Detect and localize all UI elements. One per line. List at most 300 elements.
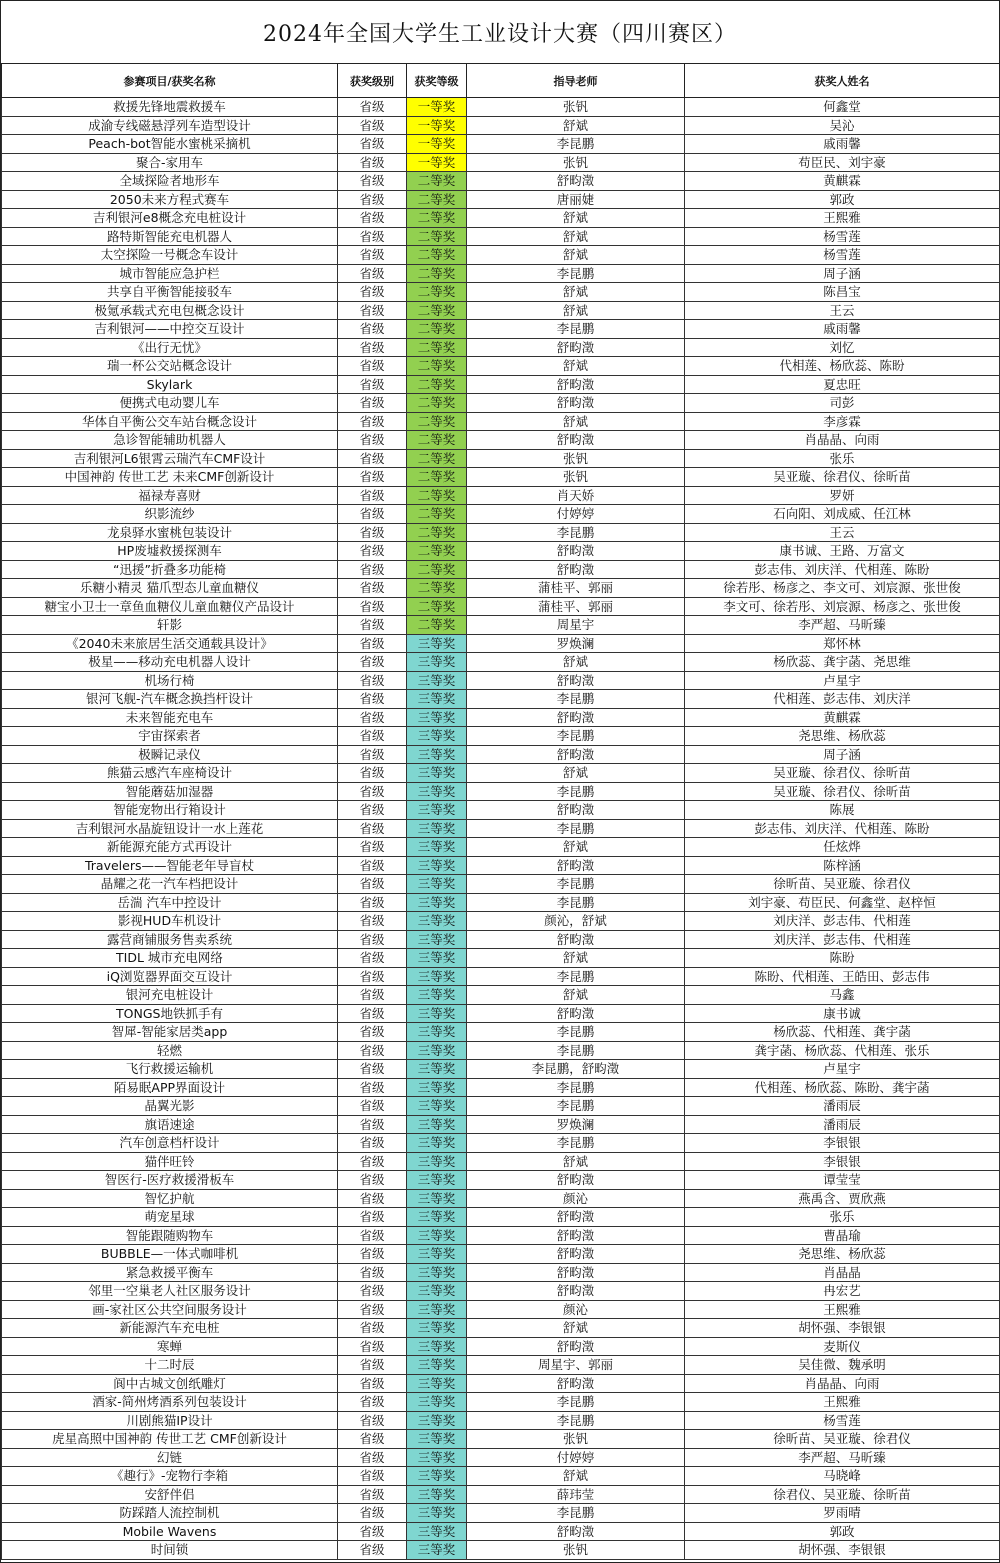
- cell-project: 智能蘑菇加湿器: [2, 782, 338, 801]
- cell-winners: 刘宇豪、苟臣民、何鑫堂、赵梓恒: [685, 893, 1000, 912]
- cell-award-grade: 三等奖: [407, 1337, 467, 1356]
- cell-advisor: 李昆鹏: [467, 1504, 685, 1523]
- cell-winners: 周子涵: [685, 745, 1000, 764]
- cell-advisor: 李昆鹏: [467, 875, 685, 894]
- cell-project: 智能跟随购物车: [2, 1226, 338, 1245]
- cell-project: 寒蝉: [2, 1337, 338, 1356]
- cell-award-grade: 三等奖: [407, 801, 467, 820]
- cell-winners: 尧思维、杨欣蕊: [685, 1245, 1000, 1264]
- cell-winners: 麦斯仪: [685, 1337, 1000, 1356]
- cell-project: 轻燃: [2, 1041, 338, 1060]
- cell-award-grade: 三等奖: [407, 819, 467, 838]
- cell-winners: 肖晶晶: [685, 1263, 1000, 1282]
- cell-award-level: 省级: [338, 1467, 407, 1486]
- table-row: [2, 819, 1000, 838]
- cell-award-grade: 三等奖: [407, 1208, 467, 1227]
- cell-project: Mobile Wavens: [2, 1522, 338, 1541]
- cell-advisor: 李昆鹏: [467, 819, 685, 838]
- cell-advisor: 李昆鹏: [467, 893, 685, 912]
- cell-advisor: 舒斌: [467, 412, 685, 431]
- cell-advisor: 李昆鹏: [467, 1411, 685, 1430]
- cell-project: 吉利银河L6银霄云瑞汽车CMF设计: [2, 449, 338, 468]
- cell-winners: 石向阳、刘成威、任江林: [685, 505, 1000, 524]
- cell-winners: 戚雨馨: [685, 135, 1000, 154]
- cell-advisor: 舒畇澂: [467, 338, 685, 357]
- cell-winners: 夏忠旺: [685, 375, 1000, 394]
- cell-award-grade: 三等奖: [407, 1152, 467, 1171]
- cell-winners: 胡怀强、李银银: [685, 1319, 1000, 1338]
- cell-project: 猫伴旺铃: [2, 1152, 338, 1171]
- cell-project: HP废墟救援探测车: [2, 542, 338, 561]
- cell-project: 晶耀之花一汽车档把设计: [2, 875, 338, 894]
- table-row: [2, 727, 1000, 746]
- cell-award-level: 省级: [338, 949, 407, 968]
- table-row: [2, 1152, 1000, 1171]
- cell-advisor: 舒斌: [467, 227, 685, 246]
- cell-award-level: 省级: [338, 1060, 407, 1079]
- table-row: [2, 227, 1000, 246]
- cell-advisor: 李昆鹏: [467, 967, 685, 986]
- cell-project: 岳湍 汽车中控设计: [2, 893, 338, 912]
- table-row: [2, 283, 1000, 302]
- cell-winners: 肖晶晶、向雨: [685, 431, 1000, 450]
- cell-award-grade: 三等奖: [407, 838, 467, 857]
- table-row: [2, 1319, 1000, 1338]
- cell-winners: 康书诚: [685, 1004, 1000, 1023]
- table-row: [2, 930, 1000, 949]
- cell-advisor: 付婷婷: [467, 505, 685, 524]
- table-row: [2, 338, 1000, 357]
- cell-award-grade: 三等奖: [407, 708, 467, 727]
- table-row: [2, 1060, 1000, 1079]
- cell-project: 未来智能充电车: [2, 708, 338, 727]
- cell-award-grade: 二等奖: [407, 579, 467, 598]
- table-row: [2, 523, 1000, 542]
- cell-project: 智医行-医疗救援滑板车: [2, 1171, 338, 1190]
- cell-project: 《趣行》-宠物行李箱: [2, 1467, 338, 1486]
- cell-project: 影视HUD车机设计: [2, 912, 338, 931]
- cell-award-grade: 三等奖: [407, 1485, 467, 1504]
- cell-award-grade: 三等奖: [407, 653, 467, 672]
- cell-award-level: 省级: [338, 116, 407, 135]
- cell-winners: 苟臣民、刘宇豪: [685, 153, 1000, 172]
- cell-advisor: 罗焕澜: [467, 634, 685, 653]
- cell-award-grade: 三等奖: [407, 875, 467, 894]
- table-row: [2, 1430, 1000, 1449]
- cell-advisor: 舒畇澂: [467, 1208, 685, 1227]
- cell-award-level: 省级: [338, 653, 407, 672]
- cell-award-level: 省级: [338, 1171, 407, 1190]
- header-winners: 获奖人姓名: [685, 64, 1000, 98]
- cell-award-level: 省级: [338, 1208, 407, 1227]
- cell-winners: 黄麒霖: [685, 708, 1000, 727]
- cell-award-grade: 二等奖: [407, 264, 467, 283]
- cell-award-level: 省级: [338, 227, 407, 246]
- cell-project: 《出行无忧》: [2, 338, 338, 357]
- cell-winners: 李严超、马昕臻: [685, 616, 1000, 635]
- cell-award-level: 省级: [338, 338, 407, 357]
- cell-advisor: 舒畇澂: [467, 1522, 685, 1541]
- table-row: [2, 1171, 1000, 1190]
- cell-advisor: 张钒: [467, 1430, 685, 1449]
- cell-award-level: 省级: [338, 1226, 407, 1245]
- cell-winners: 郑怀林: [685, 634, 1000, 653]
- cell-winners: 陈盼、代相莲、王皓田、彭志伟: [685, 967, 1000, 986]
- cell-award-level: 省级: [338, 449, 407, 468]
- cell-winners: 吴亚璇、徐君仪、徐昕苗: [685, 782, 1000, 801]
- cell-project: 机场行椅: [2, 671, 338, 690]
- cell-award-grade: 二等奖: [407, 283, 467, 302]
- cell-award-grade: 二等奖: [407, 412, 467, 431]
- cell-winners: 潘雨辰: [685, 1115, 1000, 1134]
- table-row: [2, 1115, 1000, 1134]
- cell-project: 龙泉驿水蜜桃包装设计: [2, 523, 338, 542]
- table-row: [2, 486, 1000, 505]
- cell-advisor: 舒畇澂: [467, 1282, 685, 1301]
- cell-award-grade: 三等奖: [407, 745, 467, 764]
- table-row: [2, 116, 1000, 135]
- cell-award-level: 省级: [338, 523, 407, 542]
- cell-project: 便携式电动婴儿车: [2, 394, 338, 413]
- table-row: [2, 634, 1000, 653]
- cell-advisor: 张钒: [467, 468, 685, 487]
- cell-winners: 李银银: [685, 1152, 1000, 1171]
- cell-award-grade: 二等奖: [407, 505, 467, 524]
- cell-award-grade: 一等奖: [407, 98, 467, 117]
- cell-award-level: 省级: [338, 912, 407, 931]
- cell-project: 救援先锋地震救援车: [2, 98, 338, 117]
- cell-advisor: 舒斌: [467, 764, 685, 783]
- cell-award-level: 省级: [338, 209, 407, 228]
- cell-winners: 王云: [685, 301, 1000, 320]
- cell-project: 智犀-智能家居类app: [2, 1023, 338, 1042]
- cell-award-grade: 三等奖: [407, 1374, 467, 1393]
- cell-project: 城市智能应急护栏: [2, 264, 338, 283]
- cell-award-level: 省级: [338, 246, 407, 265]
- cell-winners: 郭政: [685, 1522, 1000, 1541]
- cell-winners: 燕禹含、贾欣燕: [685, 1189, 1000, 1208]
- cell-award-level: 省级: [338, 1337, 407, 1356]
- cell-advisor: 舒畇澂: [467, 542, 685, 561]
- cell-advisor: 颜沁: [467, 1300, 685, 1319]
- cell-advisor: 舒斌: [467, 1319, 685, 1338]
- cell-project: 糖宝小卫士一章鱼血糖仪儿童血糖仪产品设计: [2, 597, 338, 616]
- cell-advisor: 舒畇澂: [467, 1004, 685, 1023]
- table-row: [2, 449, 1000, 468]
- table-row: [2, 579, 1000, 598]
- cell-award-grade: 三等奖: [407, 1504, 467, 1523]
- cell-advisor: 舒畇澂: [467, 856, 685, 875]
- cell-award-grade: 三等奖: [407, 1115, 467, 1134]
- cell-award-level: 省级: [338, 357, 407, 376]
- cell-project: Peach-bot智能水蜜桃采摘机: [2, 135, 338, 154]
- cell-advisor: 舒畇澂: [467, 431, 685, 450]
- cell-award-level: 省级: [338, 1004, 407, 1023]
- table-row: [2, 542, 1000, 561]
- cell-award-level: 省级: [338, 875, 407, 894]
- cell-award-level: 省级: [338, 542, 407, 561]
- table-row: [2, 320, 1000, 339]
- cell-award-level: 省级: [338, 1374, 407, 1393]
- table-row: [2, 394, 1000, 413]
- cell-advisor: 李昆鹏: [467, 1393, 685, 1412]
- cell-award-grade: 三等奖: [407, 1448, 467, 1467]
- cell-project: 吉利银河水晶旋钮设计一水上莲花: [2, 819, 338, 838]
- cell-project: 晶翼光影: [2, 1097, 338, 1116]
- cell-award-grade: 二等奖: [407, 523, 467, 542]
- cell-award-level: 省级: [338, 856, 407, 875]
- cell-award-grade: 二等奖: [407, 172, 467, 191]
- cell-award-grade: 二等奖: [407, 486, 467, 505]
- cell-award-grade: 二等奖: [407, 560, 467, 579]
- cell-award-level: 省级: [338, 1097, 407, 1116]
- cell-award-grade: 二等奖: [407, 246, 467, 265]
- cell-award-grade: 二等奖: [407, 320, 467, 339]
- cell-winners: 刘忆: [685, 338, 1000, 357]
- table-row: [2, 1189, 1000, 1208]
- cell-award-level: 省级: [338, 838, 407, 857]
- cell-award-level: 省级: [338, 764, 407, 783]
- cell-award-level: 省级: [338, 745, 407, 764]
- cell-award-grade: 三等奖: [407, 1263, 467, 1282]
- cell-project: 路特斯智能充电机器人: [2, 227, 338, 246]
- cell-winners: 曹晶瑜: [685, 1226, 1000, 1245]
- cell-project: 共享自平衡智能接驳车: [2, 283, 338, 302]
- cell-winners: 戚雨馨: [685, 320, 1000, 339]
- table-row: [2, 986, 1000, 1005]
- table-row: [2, 1134, 1000, 1153]
- cell-award-grade: 三等奖: [407, 1282, 467, 1301]
- cell-project: 全域探险者地形车: [2, 172, 338, 191]
- cell-award-grade: 二等奖: [407, 338, 467, 357]
- cell-winners: 李彦霖: [685, 412, 1000, 431]
- cell-award-level: 省级: [338, 930, 407, 949]
- cell-advisor: 唐丽婕: [467, 190, 685, 209]
- cell-award-grade: 二等奖: [407, 190, 467, 209]
- cell-project: 川剧熊猫IP设计: [2, 1411, 338, 1430]
- cell-project: 急诊智能辅助机器人: [2, 431, 338, 450]
- cell-award-grade: 三等奖: [407, 1004, 467, 1023]
- cell-award-level: 省级: [338, 1300, 407, 1319]
- table-row: [2, 264, 1000, 283]
- table-row: [2, 1245, 1000, 1264]
- cell-award-grade: 三等奖: [407, 764, 467, 783]
- cell-project: 极瞬记录仪: [2, 745, 338, 764]
- awards-table: [1, 63, 1000, 1560]
- cell-award-grade: 三等奖: [407, 1078, 467, 1097]
- cell-advisor: 舒畇澂: [467, 375, 685, 394]
- table-row: [2, 690, 1000, 709]
- cell-winners: 马鑫: [685, 986, 1000, 1005]
- cell-award-grade: 二等奖: [407, 301, 467, 320]
- cell-project: 萌宠星球: [2, 1208, 338, 1227]
- cell-award-level: 省级: [338, 320, 407, 339]
- table-row: [2, 209, 1000, 228]
- cell-award-level: 省级: [338, 1411, 407, 1430]
- cell-award-level: 省级: [338, 1115, 407, 1134]
- cell-winners: 尧思维、杨欣蕊: [685, 727, 1000, 746]
- cell-award-level: 省级: [338, 486, 407, 505]
- table-row: [2, 708, 1000, 727]
- cell-winners: 司彭: [685, 394, 1000, 413]
- cell-award-grade: 一等奖: [407, 116, 467, 135]
- cell-award-grade: 三等奖: [407, 1060, 467, 1079]
- cell-award-grade: 三等奖: [407, 912, 467, 931]
- cell-advisor: 舒畇澂: [467, 930, 685, 949]
- cell-award-level: 省级: [338, 597, 407, 616]
- table-row: [2, 1097, 1000, 1116]
- cell-award-grade: 三等奖: [407, 1541, 467, 1560]
- cell-award-level: 省级: [338, 1356, 407, 1375]
- cell-project: 阆中古城文创纸雕灯: [2, 1374, 338, 1393]
- cell-advisor: 舒畇澂: [467, 1171, 685, 1190]
- cell-award-level: 省级: [338, 190, 407, 209]
- cell-award-level: 省级: [338, 634, 407, 653]
- table-row: [2, 1023, 1000, 1042]
- cell-advisor: 李昆鹏: [467, 1023, 685, 1042]
- cell-award-grade: 二等奖: [407, 468, 467, 487]
- cell-advisor: 李昆鹏: [467, 1134, 685, 1153]
- table-row: [2, 1448, 1000, 1467]
- cell-winners: 吴亚璇、徐君仪、徐昕苗: [685, 468, 1000, 487]
- page-title: 2024年全国大学生工业设计大赛（四川赛区）: [1, 1, 999, 64]
- cell-winners: 谭莹莹: [685, 1171, 1000, 1190]
- cell-award-level: 省级: [338, 1541, 407, 1560]
- cell-project: TIDL 城市充电网络: [2, 949, 338, 968]
- cell-winners: 彭志伟、刘庆洋、代相莲、陈盼: [685, 819, 1000, 838]
- table-row: [2, 357, 1000, 376]
- cell-winners: 杨雪莲: [685, 246, 1000, 265]
- cell-award-grade: 三等奖: [407, 967, 467, 986]
- cell-award-level: 省级: [338, 1393, 407, 1412]
- cell-winners: 王熙雅: [685, 1393, 1000, 1412]
- cell-award-grade: 三等奖: [407, 893, 467, 912]
- table-row: [2, 1282, 1000, 1301]
- cell-project: 轩影: [2, 616, 338, 635]
- cell-award-grade: 三等奖: [407, 671, 467, 690]
- cell-award-level: 省级: [338, 967, 407, 986]
- table-body: [2, 98, 1000, 1560]
- cell-project: “迅援”折叠多功能椅: [2, 560, 338, 579]
- cell-award-grade: 二等奖: [407, 394, 467, 413]
- table-row: [2, 1208, 1000, 1227]
- cell-project: 福禄寿喜财: [2, 486, 338, 505]
- cell-project: 露营商铺服务售卖系统: [2, 930, 338, 949]
- cell-advisor: 舒畇澂: [467, 560, 685, 579]
- cell-winners: 张乐: [685, 449, 1000, 468]
- table-row: [2, 560, 1000, 579]
- header-award-level: 获奖级别: [338, 64, 407, 98]
- cell-winners: 吴亚璇、徐君仪、徐昕苗: [685, 764, 1000, 783]
- cell-advisor: 舒斌: [467, 1467, 685, 1486]
- cell-project: 新能源汽车充电桩: [2, 1319, 338, 1338]
- cell-award-grade: 三等奖: [407, 1226, 467, 1245]
- cell-award-level: 省级: [338, 1263, 407, 1282]
- cell-award-grade: 三等奖: [407, 782, 467, 801]
- cell-award-level: 省级: [338, 172, 407, 191]
- cell-award-level: 省级: [338, 394, 407, 413]
- cell-advisor: 舒斌: [467, 246, 685, 265]
- cell-advisor: 舒斌: [467, 1152, 685, 1171]
- cell-award-grade: 三等奖: [407, 949, 467, 968]
- cell-winners: 郭政: [685, 190, 1000, 209]
- cell-project: 宇宙探索者: [2, 727, 338, 746]
- cell-winners: 肖晶晶、向雨: [685, 1374, 1000, 1393]
- cell-award-level: 省级: [338, 1282, 407, 1301]
- cell-award-level: 省级: [338, 782, 407, 801]
- cell-advisor: 李昆鹏: [467, 690, 685, 709]
- cell-award-level: 省级: [338, 801, 407, 820]
- cell-award-grade: 二等奖: [407, 431, 467, 450]
- cell-advisor: 舒斌: [467, 986, 685, 1005]
- cell-award-grade: 二等奖: [407, 597, 467, 616]
- cell-winners: 李严超、马昕臻: [685, 1448, 1000, 1467]
- table-row: [2, 1300, 1000, 1319]
- cell-advisor: 颜沁，舒斌: [467, 912, 685, 931]
- cell-award-level: 省级: [338, 579, 407, 598]
- cell-award-grade: 三等奖: [407, 1097, 467, 1116]
- cell-project: 《2040未来旅居生活交通载具设计》: [2, 634, 338, 653]
- table-row: [2, 1078, 1000, 1097]
- cell-advisor: 薛玮莹: [467, 1485, 685, 1504]
- table-row: [2, 1467, 1000, 1486]
- cell-advisor: 蒲桂平、郭丽: [467, 579, 685, 598]
- cell-winners: 马晓峰: [685, 1467, 1000, 1486]
- cell-project: 乐糖小精灵 猫爪型态儿童血糖仪: [2, 579, 338, 598]
- cell-winners: 卢星宇: [685, 671, 1000, 690]
- table-row: [2, 949, 1000, 968]
- cell-advisor: 李昆鹏: [467, 1078, 685, 1097]
- cell-award-level: 省级: [338, 1245, 407, 1264]
- cell-advisor: 张钒: [467, 153, 685, 172]
- cell-advisor: 舒畇澂: [467, 1374, 685, 1393]
- table-row: [2, 98, 1000, 117]
- table-row: [2, 1337, 1000, 1356]
- cell-award-grade: 三等奖: [407, 1245, 467, 1264]
- cell-project: 时间锁: [2, 1541, 338, 1560]
- cell-advisor: 舒畇澂: [467, 671, 685, 690]
- cell-project: 银河飞舰-汽车概念换挡杆设计: [2, 690, 338, 709]
- cell-winners: 彭志伟、刘庆洋、代相莲、陈盼: [685, 560, 1000, 579]
- cell-advisor: 李昆鹏: [467, 264, 685, 283]
- cell-winners: 康书诚、王路、万富文: [685, 542, 1000, 561]
- cell-award-level: 省级: [338, 301, 407, 320]
- cell-project: Skylark: [2, 375, 338, 394]
- cell-advisor: 舒畇澂: [467, 172, 685, 191]
- table-row: [2, 1393, 1000, 1412]
- cell-award-grade: 三等奖: [407, 1522, 467, 1541]
- table-row: [2, 616, 1000, 635]
- table-row: [2, 412, 1000, 431]
- cell-award-level: 省级: [338, 1023, 407, 1042]
- table-row: [2, 893, 1000, 912]
- cell-winners: 李文可、徐若彤、刘宸源、杨彦之、张世俊: [685, 597, 1000, 616]
- cell-winners: 代相莲、杨欣蕊、陈盼、龚宇菡: [685, 1078, 1000, 1097]
- table-row: [2, 1263, 1000, 1282]
- cell-project: 银河充电桩设计: [2, 986, 338, 1005]
- cell-winners: 徐昕苗、吴亚璇、徐君仪: [685, 875, 1000, 894]
- cell-project: 吉利银河e8概念充电桩设计: [2, 209, 338, 228]
- cell-advisor: 肖天娇: [467, 486, 685, 505]
- table-row: [2, 1504, 1000, 1523]
- cell-award-grade: 三等奖: [407, 1300, 467, 1319]
- cell-advisor: 李昆鹏: [467, 1041, 685, 1060]
- cell-award-level: 省级: [338, 412, 407, 431]
- header-row: [2, 64, 1000, 98]
- cell-advisor: 李昆鹏: [467, 135, 685, 154]
- cell-advisor: 舒斌: [467, 301, 685, 320]
- cell-award-grade: 二等奖: [407, 616, 467, 635]
